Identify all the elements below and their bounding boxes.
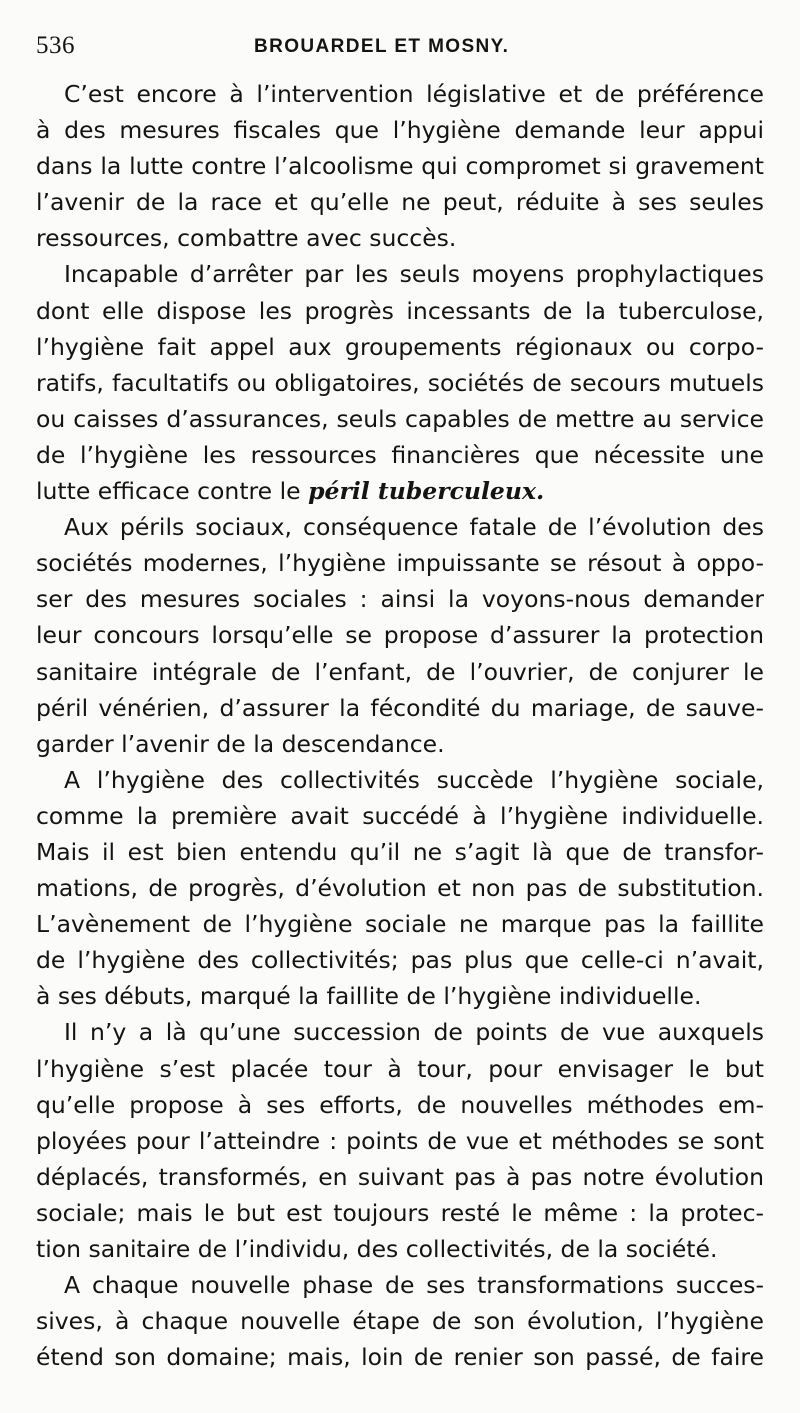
text-line: ser des mesures sociales : ainsi la voyons-nous demander: [36, 585, 764, 614]
page-number: 536: [36, 32, 75, 59]
text-line: Aux périls sociaux, conséquence fatale de l’évolution des: [64, 513, 764, 542]
text-line: étend son domaine; mais, loin de renier son passé, de faire: [36, 1343, 764, 1372]
text-line: l’avenir de la race et qu’elle ne peut, réduite à ses seules: [36, 188, 764, 217]
text-line: à des mesures fiscales que l’hygiène demande leur appui: [36, 116, 764, 145]
italic-phrase: péril tuberculeux.: [308, 477, 545, 506]
text-line: déplacés, transformés, en suivant pas à pas notre évolution: [36, 1162, 764, 1191]
text-line: ployées pour l’atteindre : points de vue et méthodes se sont: [36, 1126, 764, 1155]
text-line: de l’hygiène les ressources financières que nécessite une: [36, 440, 764, 469]
text-line: Incapable d’arrêter par les seuls moyens prophylactiques: [64, 260, 764, 289]
text-line: ratifs, facultatifs ou obligatoires, sociétés de secours mutuels: [36, 368, 764, 397]
text-line: sociétés modernes, l’hygiène impuissante se résout à oppo-: [36, 549, 764, 578]
text-line: l’hygiène s’est placée tour à tour, pour envisager le but: [36, 1054, 764, 1083]
text-line: dans la lutte contre l’alcoolisme qui compromet si gravement: [36, 152, 764, 181]
text-line: C’est encore à l’intervention législative et de préférence: [64, 80, 764, 108]
text-line-with-italic: [36, 473, 764, 509]
text-line: péril vénérien, d’assurer la fécondité du mariage, de sauve-: [36, 693, 764, 722]
text-line: à ses débuts, marqué la faillite de l’hygiène individuelle.: [36, 982, 702, 1011]
text-line: sanitaire intégrale de l’enfant, de l’ouvrier, de conjurer le: [36, 657, 764, 686]
text-line: ressources, combattre avec succès.: [36, 224, 457, 253]
text-line: A l’hygiène des collectivités succède l’hygiène sociale,: [64, 765, 764, 794]
text-line: l’hygiène fait appel aux groupements régionaux ou corpo-: [36, 332, 764, 361]
running-head: BROUARDEL ET MOSNY.: [254, 36, 510, 57]
text-line: Mais il est bien entendu qu’il ne s’agit là que de transfor-: [36, 837, 764, 866]
text-line: leur concours lorsqu’elle se propose d’assurer la protection: [36, 621, 764, 650]
text-line: dont elle dispose les progrès incessants de la tuberculose,: [36, 296, 764, 325]
text-line: L’avènement de l’hygiène sociale ne marque pas la faillite: [36, 910, 764, 939]
body-text: [36, 76, 764, 1375]
text-line-lead: lutte efficace contre le: [36, 477, 301, 506]
text-line: de l’hygiène des collectivités; pas plus que celle-ci n’avait,: [36, 946, 764, 975]
text-line: A chaque nouvelle phase de ses transformations succes-: [64, 1271, 764, 1300]
text-line: tion sanitaire de l’individu, des collectivités, de la société.: [36, 1235, 718, 1263]
text-line: mations, de progrès, d’évolution et non pas de substitution.: [36, 874, 764, 903]
text-line: Il n’y a là qu’une succession de points de vue auxquels: [64, 1018, 764, 1047]
text-line: qu’elle propose à ses efforts, de nouvelles méthodes em-: [36, 1090, 764, 1119]
text-line: garder l’avenir de la descendance.: [36, 729, 445, 758]
text-line: sociale; mais le but est toujours resté le même : la protec-: [36, 1198, 764, 1227]
text-line: sives, à chaque nouvelle étape de son évolution, l’hygiène: [36, 1307, 764, 1336]
text-line: comme la première avait succédé à l’hygiène individuelle.: [36, 801, 764, 830]
page-header: [36, 32, 766, 66]
text-line: ou caisses d’assurances, seuls capables de mettre au service: [36, 404, 764, 433]
